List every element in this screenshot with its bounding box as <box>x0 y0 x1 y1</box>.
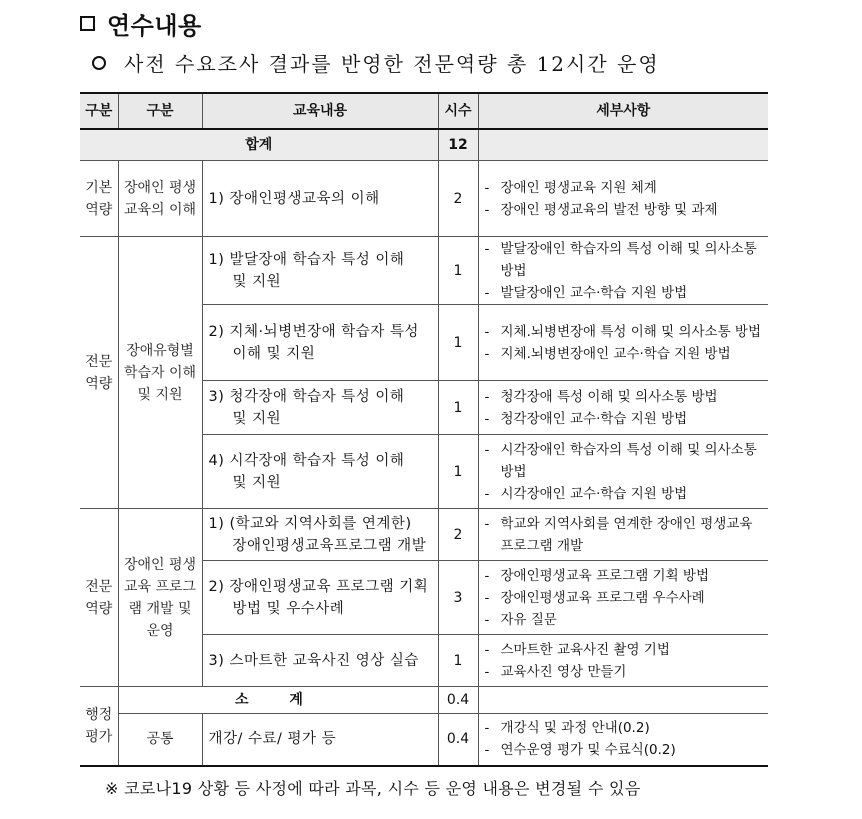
detail-line: - 발달장애인 학습자의 특성 이해 및 의사소통 <box>484 240 757 257</box>
content-text: 4) 시각장애 학습자 특성 이해 <box>208 452 405 469</box>
details-cell <box>478 714 768 766</box>
hours-cell: 1 <box>438 305 478 381</box>
hours-cell: 3 <box>438 561 478 635</box>
section-title-text: 연수내용 <box>107 12 202 40</box>
detail-line: - 학교와 지역사회를 연계한 장애인 평생교육 <box>484 515 753 532</box>
detail-line-cont: 방법 <box>500 463 527 480</box>
table-header-row <box>80 93 768 129</box>
header-hours: 시수 <box>438 93 478 129</box>
header-content: 교육내용 <box>202 93 438 129</box>
header-area: 구분 <box>80 93 118 129</box>
content-text: 3) 스마트한 교육사진 영상 실습 <box>208 652 419 669</box>
details-cell <box>478 237 768 305</box>
content-text-cont: 장애인평생교육프로그램 개발 <box>232 537 427 554</box>
table-row <box>80 714 768 766</box>
detail-line: - 장애인평생교육 프로그램 우수사례 <box>484 589 705 606</box>
total-label: 합계 <box>80 129 438 161</box>
total-details-empty <box>478 129 768 161</box>
content-cell <box>202 435 438 509</box>
content-cell <box>202 561 438 635</box>
total-hours: 12 <box>438 129 478 161</box>
subarea-cell: 장애인 평생교육 프로그램 개발 및 운영 <box>118 509 202 687</box>
table-row <box>80 509 768 561</box>
area-cell: 기본 역량 <box>80 161 118 237</box>
subtotal-hours: 0.4 <box>438 687 478 714</box>
content-text: 1) 장애인평생교육의 이해 <box>208 190 380 207</box>
curriculum-table <box>80 92 768 767</box>
detail-line: - 자유 질문 <box>484 611 557 628</box>
detail-line: - 시각장애인 학습자의 특성 이해 및 의사소통 <box>484 441 757 458</box>
details-cell <box>478 561 768 635</box>
detail-line: - 청각장애인 교수·학습 지원 방법 <box>484 410 688 427</box>
footnote: ※ 코로나19 상황 등 사정에 따라 과목, 시수 등 운영 내용은 변경될 수 있음 <box>105 779 641 798</box>
content-text: 3) 청각장애 학습자 특성 이해 <box>208 388 405 405</box>
area-cell: 행정 평가 <box>80 687 118 766</box>
area-cell: 전문 역량 <box>80 509 118 687</box>
header-details: 세부사항 <box>478 93 768 129</box>
details-cell <box>478 381 768 435</box>
content-text: 2) 지체·뇌병변장애 학습자 특성 <box>208 323 419 340</box>
section-title <box>80 6 202 41</box>
detail-line: - 교육사진 영상 만들기 <box>484 663 627 680</box>
content-cell <box>202 305 438 381</box>
content-text-cont: 및 지원 <box>232 410 282 427</box>
hours-cell: 0.4 <box>438 714 478 766</box>
hours-cell: 2 <box>438 509 478 561</box>
content-cell <box>202 635 438 687</box>
content-text-cont: 이해 및 지원 <box>232 345 316 362</box>
detail-line: - 지체.뇌병변장애 특성 이해 및 의사소통 방법 <box>484 323 761 340</box>
details-cell <box>478 509 768 561</box>
details-cell <box>478 161 768 237</box>
detail-line: - 장애인 평생교육 지원 체계 <box>484 179 657 196</box>
detail-line-cont: 방법 <box>500 262 527 279</box>
detail-line: - 장애인 평생교육의 발전 방향 및 과제 <box>484 201 718 218</box>
hours-cell: 1 <box>438 635 478 687</box>
header-subarea: 구분 <box>118 93 202 129</box>
detail-line: - 청각장애 특성 이해 및 의사소통 방법 <box>484 388 718 405</box>
content-text: 1) 발달장애 학습자 특성 이해 <box>208 251 405 268</box>
hours-cell: 1 <box>438 237 478 305</box>
details-cell <box>478 435 768 509</box>
subtotal-row <box>80 687 768 714</box>
checkbox-bullet-icon <box>80 16 95 31</box>
content-cell <box>202 381 438 435</box>
content-cell <box>202 237 438 305</box>
content-text-cont: 및 지원 <box>232 273 282 290</box>
total-row <box>80 129 768 161</box>
table-row <box>80 237 768 305</box>
content-cell <box>202 161 438 237</box>
content-text: 1) (학교와 지역사회를 연계한) <box>208 515 412 532</box>
subtotal-label: 소 계 <box>118 687 438 714</box>
subarea-cell: 장애유형별 학습자 이해 및 지원 <box>118 237 202 509</box>
detail-line-cont: 프로그램 개발 <box>500 537 584 554</box>
details-cell <box>478 305 768 381</box>
content-cell <box>202 509 438 561</box>
content-cell: 개강/ 수료/ 평가 등 <box>202 714 438 766</box>
detail-line: - 장애인평생교육 프로그램 기획 방법 <box>484 567 709 584</box>
section-subtitle <box>92 48 660 77</box>
detail-line: - 지체.뇌병변장애인 교수·학습 지원 방법 <box>484 345 731 362</box>
content-text-cont: 및 지원 <box>232 474 282 491</box>
subtotal-details-empty <box>478 687 768 714</box>
section-subtitle-text: 사전 수요조사 결과를 반영한 전문역량 총 12시간 운영 <box>124 52 660 76</box>
content-text-cont: 방법 및 우수사례 <box>232 600 345 617</box>
detail-line: - 시각장애인 교수·학습 지원 방법 <box>484 485 688 502</box>
content-text: 2) 장애인평생교육 프로그램 기획 <box>208 578 429 595</box>
table-row <box>80 161 768 237</box>
subarea-cell: 장애인 평생교육의 이해 <box>118 161 202 237</box>
hours-cell: 1 <box>438 435 478 509</box>
detail-line: - 스마트한 교육사진 촬영 기법 <box>484 641 670 658</box>
subarea-cell: 공통 <box>118 714 202 766</box>
circle-bullet-icon <box>92 56 106 70</box>
area-cell: 전문 역량 <box>80 237 118 509</box>
hours-cell: 1 <box>438 381 478 435</box>
detail-line: - 개강식 및 과정 안내(0.2) <box>484 720 650 737</box>
detail-line: - 발달장애인 교수·학습 지원 방법 <box>484 284 688 301</box>
hours-cell: 2 <box>438 161 478 237</box>
detail-line: - 연수운영 평가 및 수료식(0.2) <box>484 742 676 759</box>
details-cell <box>478 635 768 687</box>
